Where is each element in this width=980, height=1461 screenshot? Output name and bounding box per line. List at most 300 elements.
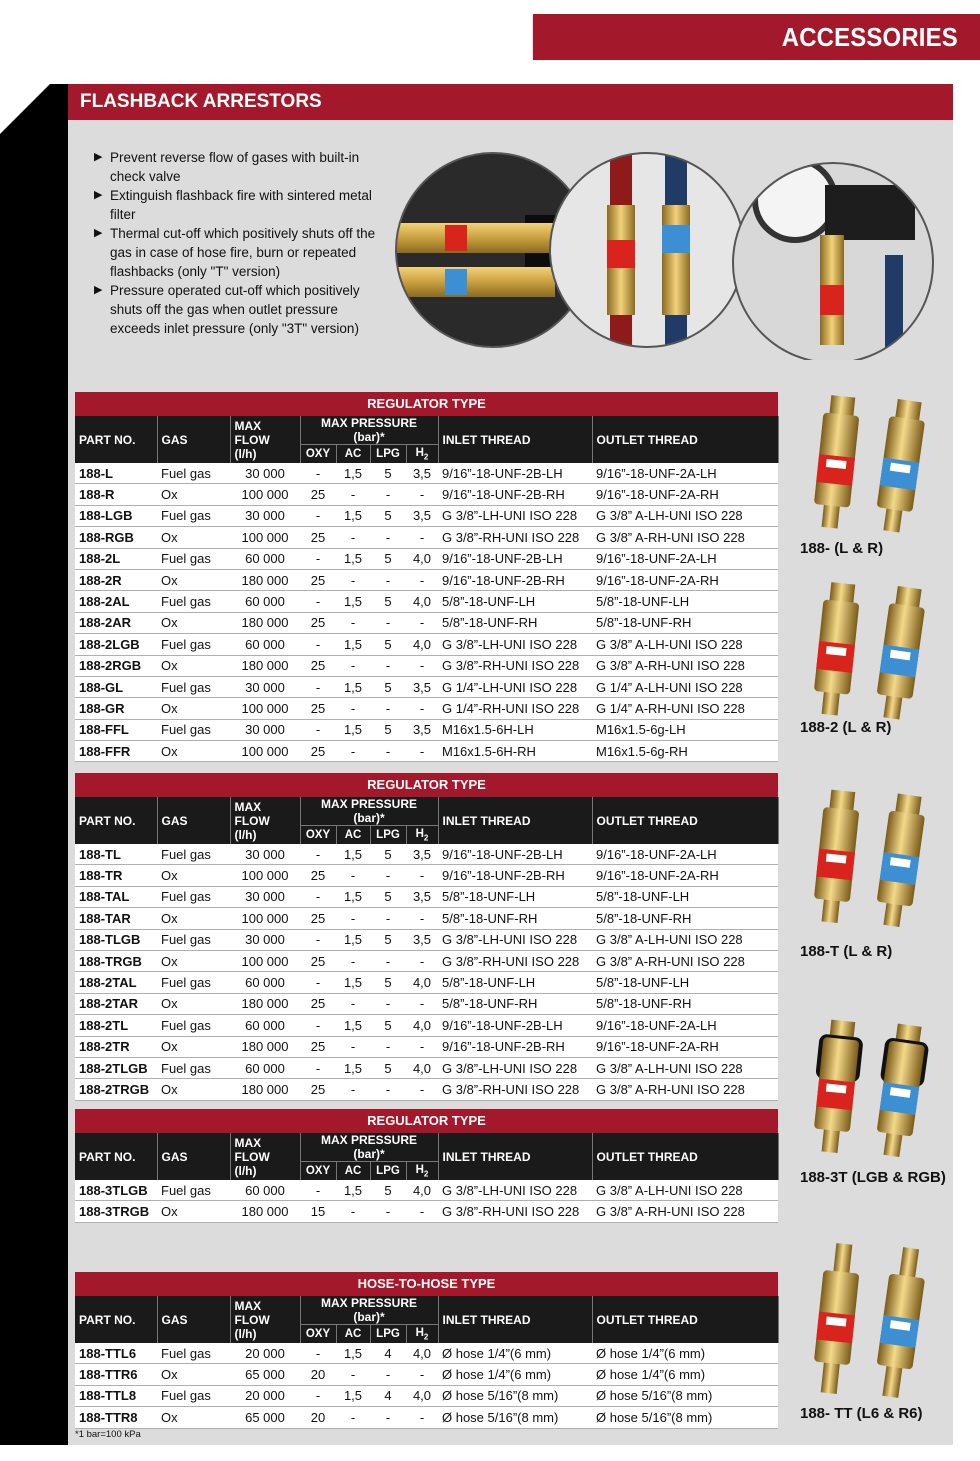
cell-inlet-thread: 9/16”-18-UNF-2B-LH xyxy=(438,1015,592,1036)
cell-inlet-thread: 9/16”-18-UNF-2B-RH xyxy=(438,1036,592,1057)
thread-end xyxy=(822,692,840,716)
col-oxy: OXY xyxy=(300,445,336,464)
cell-max-flow: 60 000 xyxy=(230,591,300,612)
cell-lpg: - xyxy=(370,698,406,719)
cell-gas: Fuel gas xyxy=(157,1057,230,1078)
cell-gas: Ox xyxy=(157,908,230,929)
cell-outlet-thread: G 3/8” A-LH-UNI ISO 228 xyxy=(592,634,778,655)
cell-inlet-thread: 9/16”-18-UNF-2B-RH xyxy=(438,484,592,505)
spec-table xyxy=(75,1296,779,1429)
cell-part-no: 188-2TLGB xyxy=(75,1057,157,1078)
cell-ac: - xyxy=(336,908,370,929)
table-row xyxy=(75,1364,778,1385)
max-flow-label: MAX FLOW xyxy=(234,1135,270,1164)
cell-part-no: 188-RGB xyxy=(75,527,157,548)
cell-gas: Fuel gas xyxy=(157,1180,230,1201)
col-inlet-thread: INLET THREAD xyxy=(438,416,592,463)
h2-subscript: 2 xyxy=(423,1169,429,1179)
table-row xyxy=(75,548,778,569)
cell-oxy: - xyxy=(300,1015,336,1036)
cell-part-no: 188-TRGB xyxy=(75,950,157,971)
table-row xyxy=(75,569,778,590)
table-row xyxy=(75,865,778,886)
cell-outlet-thread: M16x1.5-6g-RH xyxy=(592,741,778,762)
cell-outlet-thread: G 3/8” A-LH-UNI ISO 228 xyxy=(592,1057,778,1078)
cell-gas: Ox xyxy=(157,612,230,633)
cell-oxy: 25 xyxy=(300,569,336,590)
cell-inlet-thread: G 3/8”-RH-UNI ISO 228 xyxy=(438,950,592,971)
cell-max-flow: 30 000 xyxy=(230,844,300,865)
cell-part-no: 188-2TRGB xyxy=(75,1079,157,1100)
cell-inlet-thread: 5/8”-18-UNF-RH xyxy=(438,612,592,633)
col-outlet-thread: OUTLET THREAD xyxy=(592,416,778,463)
col-part-no: PART NO. xyxy=(75,1296,157,1343)
spec-table xyxy=(75,1133,779,1223)
cell-lpg: - xyxy=(370,612,406,633)
col-h2: $H_2$ xyxy=(406,826,438,845)
cell-gas: Ox xyxy=(157,527,230,548)
cell-oxy: - xyxy=(300,505,336,526)
photo-circle-2 xyxy=(545,145,755,360)
cell-oxy: 25 xyxy=(300,1079,336,1100)
cell-inlet-thread: G 3/8”-LH-UNI ISO 228 xyxy=(438,505,592,526)
cell-gas: Ox xyxy=(157,1079,230,1100)
cell-gas: Ox xyxy=(157,1036,230,1057)
cell-max-flow: 100 000 xyxy=(230,741,300,762)
cell-h2: - xyxy=(406,865,438,886)
col-max-pressure: MAX PRESSURE (bar)* xyxy=(300,797,438,826)
cell-outlet-thread: G 1/4” A-LH-UNI ISO 228 xyxy=(592,676,778,697)
col-max-flow xyxy=(230,797,300,844)
cell-ac: - xyxy=(336,527,370,548)
cell-outlet-thread: 9/16”-18-UNF-2A-LH xyxy=(592,844,778,865)
table-row xyxy=(75,972,778,993)
col-max-flow xyxy=(230,1133,300,1180)
col-outlet-thread: OUTLET THREAD xyxy=(592,1133,778,1180)
cell-oxy: - xyxy=(300,1057,336,1078)
cell-gas: Fuel gas xyxy=(157,634,230,655)
cell-ac: - xyxy=(336,1079,370,1100)
table-row xyxy=(75,950,778,971)
cell-inlet-thread: 9/16”-18-UNF-2B-RH xyxy=(438,569,592,590)
col-outlet-thread: OUTLET THREAD xyxy=(592,1296,778,1343)
table-row xyxy=(75,1036,778,1057)
table-row xyxy=(75,1180,778,1201)
max-flow-unit: (l/h) xyxy=(234,827,257,842)
arrestor-unit xyxy=(812,395,862,530)
max-flow-label: MAX FLOW xyxy=(234,799,270,828)
left-bar-corner xyxy=(0,84,50,134)
col-max-pressure: MAX PRESSURE (bar)* xyxy=(300,1296,438,1325)
cell-ac: 1,5 xyxy=(336,886,370,907)
cell-oxy: 20 xyxy=(300,1407,336,1428)
col-gas: GAS xyxy=(157,1296,230,1343)
cell-inlet-thread: 9/16”-18-UNF-2B-LH xyxy=(438,844,592,865)
cell-h2: 3,5 xyxy=(406,505,438,526)
cell-part-no: 188-2RGB xyxy=(75,655,157,676)
cell-outlet-thread: 9/16”-18-UNF-2A-RH xyxy=(592,1036,778,1057)
cell-h2: 3,5 xyxy=(406,929,438,950)
photo-circle-3 xyxy=(730,160,935,360)
cell-h2: - xyxy=(406,655,438,676)
cell-inlet-thread: 5/8”-18-UNF-RH xyxy=(438,993,592,1014)
cell-lpg: 5 xyxy=(370,1180,406,1201)
cell-max-flow: 30 000 xyxy=(230,463,300,484)
cell-outlet-thread: 9/16”-18-UNF-2A-LH xyxy=(592,463,778,484)
cell-h2: 4,0 xyxy=(406,1180,438,1201)
color-band xyxy=(880,458,920,491)
cell-oxy: 25 xyxy=(300,741,336,762)
col-lpg: LPG xyxy=(370,826,406,845)
col-gas: GAS xyxy=(157,1133,230,1180)
cell-h2: - xyxy=(406,612,438,633)
cell-oxy: 25 xyxy=(300,698,336,719)
cell-lpg: - xyxy=(370,484,406,505)
cell-gas: Ox xyxy=(157,484,230,505)
cell-max-flow: 20 000 xyxy=(230,1343,300,1364)
cell-max-flow: 60 000 xyxy=(230,1015,300,1036)
cell-outlet-thread: G 1/4” A-RH-UNI ISO 228 xyxy=(592,698,778,719)
cell-inlet-thread: G 3/8”-RH-UNI ISO 228 xyxy=(438,527,592,548)
max-flow-unit: (l/h) xyxy=(234,1163,257,1178)
cell-gas: Ox xyxy=(157,950,230,971)
cell-h2: 4,0 xyxy=(406,1057,438,1078)
col-h2: $H_2$ xyxy=(406,445,438,464)
cell-gas: Fuel gas xyxy=(157,505,230,526)
cell-ac: 1,5 xyxy=(336,1180,370,1201)
table-row xyxy=(75,676,778,697)
cell-part-no: 188-TR xyxy=(75,865,157,886)
cell-lpg: 5 xyxy=(370,676,406,697)
arrow-icon: ▶ xyxy=(94,227,103,239)
color-band xyxy=(880,1315,920,1348)
col-max-pressure: MAX PRESSURE (bar)* xyxy=(300,1133,438,1162)
cell-oxy: - xyxy=(300,463,336,484)
cell-part-no: 188-2L xyxy=(75,548,157,569)
cell-ac: 1,5 xyxy=(336,1343,370,1364)
col-gas: GAS xyxy=(157,416,230,463)
cell-ac: 1,5 xyxy=(336,1015,370,1036)
cell-inlet-thread: 9/16”-18-UNF-2B-LH xyxy=(438,463,592,484)
cell-part-no: 188-2R xyxy=(75,569,157,590)
cell-outlet-thread: Ø hose 1/4”(6 mm) xyxy=(592,1364,778,1385)
cell-gas: Ox xyxy=(157,1364,230,1385)
cell-outlet-thread: 9/16”-18-UNF-2A-LH xyxy=(592,1015,778,1036)
cell-max-flow: 180 000 xyxy=(230,1036,300,1057)
table-row xyxy=(75,1079,778,1100)
cell-outlet-thread: 5/8”-18-UNF-LH xyxy=(592,972,778,993)
color-band xyxy=(880,1082,920,1115)
cell-inlet-thread: G 1/4”-RH-UNI ISO 228 xyxy=(438,698,592,719)
cell-ac: 1,5 xyxy=(336,676,370,697)
regulator-table-1 xyxy=(75,392,778,762)
hose-nipple-bottom xyxy=(821,1362,840,1394)
cell-gas: Ox xyxy=(157,993,230,1014)
cell-lpg: - xyxy=(370,527,406,548)
thread-end xyxy=(822,1129,840,1153)
cell-lpg: 5 xyxy=(370,844,406,865)
col-outlet-thread: OUTLET THREAD xyxy=(592,797,778,844)
cell-h2: - xyxy=(406,1364,438,1385)
cell-h2: - xyxy=(406,1407,438,1428)
cell-lpg: 4 xyxy=(370,1385,406,1406)
cell-lpg: 5 xyxy=(370,972,406,993)
cell-h2: 4,0 xyxy=(406,1343,438,1364)
cell-part-no: 188-GL xyxy=(75,676,157,697)
cell-outlet-thread: 9/16”-18-UNF-2A-RH xyxy=(592,569,778,590)
cell-oxy: - xyxy=(300,1385,336,1406)
cell-inlet-thread: 9/16”-18-UNF-2B-LH xyxy=(438,548,592,569)
col-part-no: PART NO. xyxy=(75,1133,157,1180)
cell-lpg: 5 xyxy=(370,719,406,740)
cell-inlet-thread: 5/8”-18-UNF-LH xyxy=(438,886,592,907)
cell-outlet-thread: Ø hose 5/16”(8 mm) xyxy=(592,1407,778,1428)
cell-outlet-thread: Ø hose 5/16”(8 mm) xyxy=(592,1385,778,1406)
cell-part-no: 188-2AR xyxy=(75,612,157,633)
cell-max-flow: 30 000 xyxy=(230,886,300,907)
thread-end xyxy=(883,508,902,532)
cell-max-flow: 100 000 xyxy=(230,484,300,505)
col-lpg: LPG xyxy=(370,1162,406,1181)
cell-max-flow: 180 000 xyxy=(230,993,300,1014)
col-max-flow xyxy=(230,1296,300,1343)
product-image-188-3t xyxy=(790,1010,970,1165)
feature-item: ▶ Thermal cut-off which positively shuts off the gas in case of hose fire, burn or repeated flashbacks (only "T" version) xyxy=(94,226,376,279)
cell-h2: - xyxy=(406,527,438,548)
cell-max-flow: 60 000 xyxy=(230,1180,300,1201)
cell-part-no: 188-TTR6 xyxy=(75,1364,157,1385)
cell-inlet-thread: G 3/8”-LH-UNI ISO 228 xyxy=(438,929,592,950)
cell-lpg: - xyxy=(370,1364,406,1385)
cell-inlet-thread: G 3/8”-RH-UNI ISO 228 xyxy=(438,1201,592,1222)
cell-max-flow: 65 000 xyxy=(230,1407,300,1428)
cell-gas: Fuel gas xyxy=(157,719,230,740)
cell-outlet-thread: 5/8”-18-UNF-LH xyxy=(592,591,778,612)
table-row xyxy=(75,463,778,484)
cell-gas: Fuel gas xyxy=(157,1385,230,1406)
cell-inlet-thread: 5/8”-18-UNF-RH xyxy=(438,908,592,929)
cell-inlet-thread: M16x1.5-6H-RH xyxy=(438,741,592,762)
cell-inlet-thread: G 3/8”-LH-UNI ISO 228 xyxy=(438,634,592,655)
cell-oxy: 25 xyxy=(300,1036,336,1057)
cell-max-flow: 180 000 xyxy=(230,612,300,633)
cell-ac: 1,5 xyxy=(336,548,370,569)
cell-inlet-thread: G 3/8”-LH-UNI ISO 228 xyxy=(438,1180,592,1201)
cell-h2: 3,5 xyxy=(406,886,438,907)
cell-oxy: - xyxy=(300,719,336,740)
cell-ac: 1,5 xyxy=(336,591,370,612)
cell-h2: 3,5 xyxy=(406,719,438,740)
cell-lpg: 5 xyxy=(370,634,406,655)
cell-oxy: 25 xyxy=(300,612,336,633)
col-max-flow xyxy=(230,416,300,463)
cell-lpg: 5 xyxy=(370,929,406,950)
col-ac: AC xyxy=(336,445,370,464)
thread-end xyxy=(822,899,840,923)
table-row xyxy=(75,886,778,907)
cell-gas: Fuel gas xyxy=(157,972,230,993)
cell-part-no: 188-3TLGB xyxy=(75,1180,157,1201)
col-inlet-thread: INLET THREAD xyxy=(438,1296,592,1343)
cell-ac: 1,5 xyxy=(336,929,370,950)
col-lpg: LPG xyxy=(370,445,406,464)
col-ac: AC xyxy=(336,1325,370,1344)
cell-ac: - xyxy=(336,1201,370,1222)
table-row xyxy=(75,1201,778,1222)
col-max-pressure: MAX PRESSURE (bar)* xyxy=(300,416,438,445)
cell-max-flow: 180 000 xyxy=(230,1201,300,1222)
cell-part-no: 188-GR xyxy=(75,698,157,719)
h2-subscript: 2 xyxy=(423,1332,429,1342)
cell-inlet-thread: Ø hose 5/16”(8 mm) xyxy=(438,1385,592,1406)
cell-lpg: - xyxy=(370,655,406,676)
cell-oxy: 25 xyxy=(300,527,336,548)
product-image-188-tt xyxy=(790,1238,970,1403)
cell-max-flow: 100 000 xyxy=(230,527,300,548)
cell-h2: - xyxy=(406,698,438,719)
cell-h2: - xyxy=(406,908,438,929)
cell-gas: Fuel gas xyxy=(157,886,230,907)
col-ac: AC xyxy=(336,1162,370,1181)
cell-outlet-thread: 5/8”-18-UNF-LH xyxy=(592,886,778,907)
cell-ac: 1,5 xyxy=(336,719,370,740)
cell-lpg: 5 xyxy=(370,886,406,907)
cell-ac: - xyxy=(336,1364,370,1385)
cell-h2: 3,5 xyxy=(406,676,438,697)
arrestor-unit xyxy=(874,793,928,929)
cell-ac: 1,5 xyxy=(336,1385,370,1406)
cell-oxy: - xyxy=(300,548,336,569)
cell-h2: - xyxy=(406,569,438,590)
cell-lpg: - xyxy=(370,1407,406,1428)
spec-table xyxy=(75,797,779,1101)
hose-nipple-top xyxy=(899,1247,919,1279)
cell-max-flow: 30 000 xyxy=(230,719,300,740)
cell-h2: 4,0 xyxy=(406,591,438,612)
cell-ac: - xyxy=(336,993,370,1014)
table-title: HOSE-TO-HOSE TYPE xyxy=(75,1272,778,1296)
cell-part-no: 188-2LGB xyxy=(75,634,157,655)
cell-outlet-thread: 5/8”-18-UNF-RH xyxy=(592,612,778,633)
cell-ac: 1,5 xyxy=(336,1057,370,1078)
cell-max-flow: 100 000 xyxy=(230,698,300,719)
cell-part-no: 188-TTL8 xyxy=(75,1385,157,1406)
cell-outlet-thread: 5/8”-18-UNF-RH xyxy=(592,993,778,1014)
cell-lpg: - xyxy=(370,865,406,886)
cell-part-no: 188-R xyxy=(75,484,157,505)
cell-part-no: 188-2TAR xyxy=(75,993,157,1014)
cell-outlet-thread: 9/16”-18-UNF-2A-RH xyxy=(592,865,778,886)
color-band xyxy=(816,1079,855,1111)
cell-inlet-thread: 5/8”-18-UNF-LH xyxy=(438,591,592,612)
cell-ac: - xyxy=(336,1407,370,1428)
cell-outlet-thread: G 3/8” A-RH-UNI ISO 228 xyxy=(592,655,778,676)
table-row xyxy=(75,993,778,1014)
color-band xyxy=(816,641,855,673)
cell-oxy: - xyxy=(300,591,336,612)
cell-part-no: 188-2TR xyxy=(75,1036,157,1057)
cell-lpg: - xyxy=(370,1079,406,1100)
cell-lpg: - xyxy=(370,741,406,762)
cell-part-no: 188-L xyxy=(75,463,157,484)
cell-oxy: - xyxy=(300,929,336,950)
cell-max-flow: 60 000 xyxy=(230,972,300,993)
cell-max-flow: 180 000 xyxy=(230,569,300,590)
cell-oxy: - xyxy=(300,972,336,993)
cell-h2: - xyxy=(406,741,438,762)
product-image-188-2 xyxy=(790,575,970,725)
arrestor-unit xyxy=(812,789,862,924)
table-row xyxy=(75,612,778,633)
color-band xyxy=(816,454,855,486)
col-gas: GAS xyxy=(157,797,230,844)
product-label: 188- TT (L6 & R6) xyxy=(800,1405,923,1422)
max-flow-unit: (l/h) xyxy=(234,1326,257,1341)
spec-table xyxy=(75,416,779,762)
product-photos xyxy=(385,145,950,360)
col-inlet-thread: INLET THREAD xyxy=(438,797,592,844)
cell-max-flow: 180 000 xyxy=(230,1079,300,1100)
arrestor-unit xyxy=(874,398,928,534)
cell-outlet-thread: G 3/8” A-LH-UNI ISO 228 xyxy=(592,505,778,526)
cell-inlet-thread: Ø hose 5/16”(8 mm) xyxy=(438,1407,592,1428)
cell-outlet-thread: 5/8”-18-UNF-RH xyxy=(592,908,778,929)
cell-lpg: - xyxy=(370,908,406,929)
cell-h2: 3,5 xyxy=(406,463,438,484)
cell-max-flow: 100 000 xyxy=(230,950,300,971)
product-label: 188-2 (L & R) xyxy=(800,719,892,736)
table-row xyxy=(75,929,778,950)
cell-oxy: - xyxy=(300,1180,336,1201)
cell-oxy: - xyxy=(300,844,336,865)
table-row xyxy=(75,1057,778,1078)
cell-part-no: 188-TTL6 xyxy=(75,1343,157,1364)
cell-outlet-thread: 9/16”-18-UNF-2A-RH xyxy=(592,484,778,505)
product-label: 188- (L & R) xyxy=(800,540,884,557)
table-row xyxy=(75,655,778,676)
cell-max-flow: 60 000 xyxy=(230,548,300,569)
regulator-table-3 xyxy=(75,1109,778,1223)
cell-oxy: - xyxy=(300,634,336,655)
thread-end xyxy=(883,695,902,719)
cell-ac: 1,5 xyxy=(336,972,370,993)
cell-oxy: 25 xyxy=(300,865,336,886)
col-part-no: PART NO. xyxy=(75,416,157,463)
cell-h2: 3,5 xyxy=(406,844,438,865)
col-ac: AC xyxy=(336,826,370,845)
cell-lpg: 5 xyxy=(370,591,406,612)
cell-oxy: 25 xyxy=(300,993,336,1014)
cell-part-no: 188-TAL xyxy=(75,886,157,907)
cell-outlet-thread: G 3/8” A-RH-UNI ISO 228 xyxy=(592,1079,778,1100)
thread-end xyxy=(883,1133,902,1157)
hose-nipple-bottom xyxy=(882,1366,902,1398)
feature-list xyxy=(94,148,384,338)
cell-h2: 4,0 xyxy=(406,548,438,569)
cell-h2: - xyxy=(406,993,438,1014)
cell-h2: 4,0 xyxy=(406,634,438,655)
cell-lpg: 5 xyxy=(370,463,406,484)
table-row xyxy=(75,719,778,740)
cell-h2: - xyxy=(406,484,438,505)
cell-oxy: - xyxy=(300,886,336,907)
cell-part-no: 188-3TRGB xyxy=(75,1201,157,1222)
table-row xyxy=(75,908,778,929)
cell-gas: Ox xyxy=(157,1201,230,1222)
product-image-188 xyxy=(790,388,970,538)
cell-oxy: 25 xyxy=(300,908,336,929)
arrestor-unit xyxy=(812,582,862,717)
